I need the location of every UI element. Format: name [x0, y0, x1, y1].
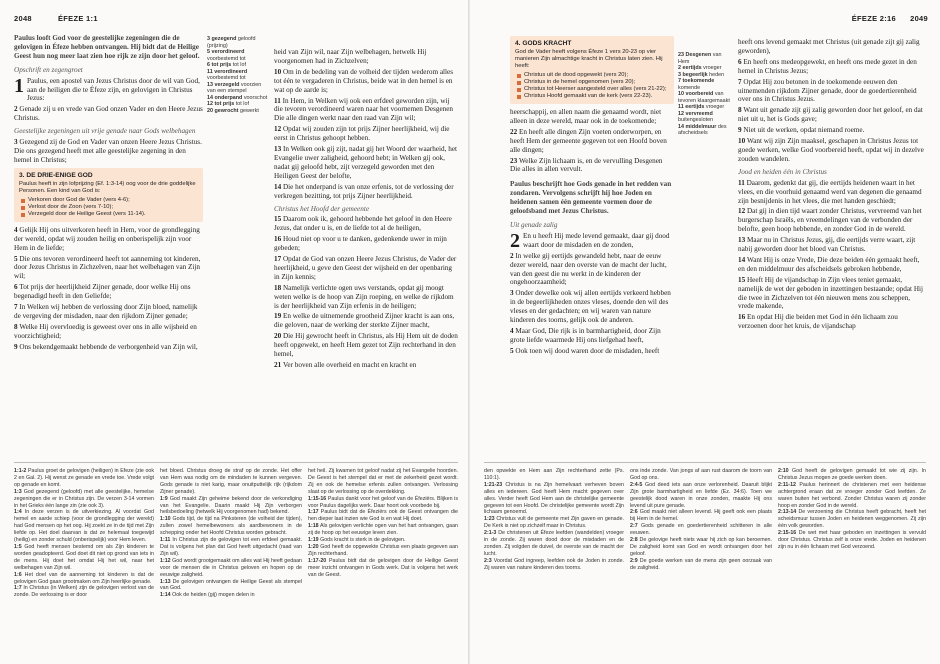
verse-14: 14 Die het onderpand is van onze erfenis, tot de verlossing der verkregen bezitting, tot prijs Zijner heerlijkheid.: [274, 182, 454, 200]
gloss-entry: 6 tot prijs tot lof: [207, 62, 246, 68]
info-box-text: Paulus heeft in zijn lofprijzing (Ef. 1:3-14) oog voor de drie goddelijke Personen. Een kind van God is:: [19, 180, 196, 194]
info-box-item: Verzegeld door de Heilige Geest (vers 11-14).: [28, 211, 198, 218]
verse-3: 3 Gezegend zij de God en Vader van onzen Heere Jezus Christus. Die ons gezegend heeft met alle geestelijke zegening in den hemel in Christus;: [14, 138, 202, 164]
verse-7: 7 In Welken wij hebben de verlossing door Zijn bloed, namelijk de vergeving der misdaden, naar den rijkdom Zijner genade;: [14, 303, 198, 320]
gloss-entry: 23 Desgenen van Hem: [678, 52, 722, 65]
study-note: 1:11 In Christus zijn de gelovigen tot een erfdeel gemaakt. Dat is volgens het plan dat God heeft uitgedacht (raad van Zijn wil).: [160, 537, 302, 557]
info-box-item: Christus uit de dood opgewekt (vers 20);: [524, 72, 669, 79]
page-number: 2048: [14, 14, 32, 23]
info-box-gods-power: [510, 36, 674, 104]
study-note: 2:7 Gods genade en goedertierenheid schitteren in alle eeuwen.: [630, 523, 772, 537]
info-box-text: God de Vader heeft volgens Éfeze 1 vers 20-23 op vier manieren Zijn almachtige kracht in Christus laten zien. Hij heeft:: [515, 49, 663, 69]
study-note: 1:23 Christus vult de gemeente met Zijn gaven en genade. De Kerk is niet op zichzelf maar in Christus.: [484, 516, 624, 530]
study-note: 1:17 Paulus bidt dat de Éfeziërs ook de Geest ontvangen die hen dieper laat inzien wie God is en wat Hij doet.: [308, 509, 458, 523]
right-page: [470, 0, 940, 664]
gloss-entry: 11 eertijds vroeger: [678, 104, 725, 110]
gloss-entry: 14 middelmuur des afscheidsels: [678, 123, 727, 136]
verse-5: 5 Die ons tevoren verordineerd heeft tot aanneming tot kinderen, door Jezus Christus in Zichzelven, naar het welbehagen van Zijn wil;: [14, 254, 201, 281]
book-header: ÉFEZE 1:1: [58, 14, 98, 23]
verse-13: 13 Maar nu in Christus Jezus, gij, die eertijds verre waart, zijt nabij geworden door het bloed van Christus.: [738, 236, 916, 254]
verse-10: 10 Want wij zijn Zijn maaksel, geschapen in Christus Jezus tot goede werken, welke God voorbereid heeft, opdat wij in dezelve zouden wandelen.: [738, 137, 924, 163]
verse-2: 2 Genade zij u en vrede van God onzen Vader en den Heere Jezus Christus.: [14, 105, 203, 123]
study-note: 1:5 God heeft mensen bestemd om als Zijn kinderen te worden geadopteerd. God doet dit niet op grond van iets in de mens. Hij doet het omdat Hij het wil, naar het welbehagen van Zijn wil.: [14, 543, 154, 571]
verse-15: 15 Heeft Hij de vijandschap in Zijn vlees teniet gemaakt, namelijk de wet der geboden in inzettingen bestaande; opdat Hij die twee in Zichzelven tot één nieuwen mens zou scheppen, vrede makende,: [738, 275, 924, 311]
study-note: 1:10 Gods tijd, de tijd na Pinksteren (de volheid der tijden), zullen zowel hemelbewoners als aardbewoners in de schepping onder het Hoofd Christus worden gebracht.: [160, 516, 302, 537]
study-note: 1:18 Als gelovigen verlichte ogen van het hart ontvangen, gaan zij de hoop op het eeuwige leven zien.: [308, 523, 458, 537]
info-box-item: Christus Hoofd gemaakt van de kerk (vers 22-23).: [524, 93, 669, 100]
verse-12: 12 Dat gij in dien tijd waart zonder Christus, vervreemd van het burgerschap Israëls, en vreemdelingen van de verbonden der belofte, geen hoop hebbende, en zonder God in de wereld.: [738, 207, 922, 234]
study-notes-column-2: [630, 468, 772, 658]
verse-12: 12 Opdat wij zouden zijn tot prijs Zijner heerlijkheid, wij die eerst in Christus gehoopt hebben.: [274, 125, 450, 143]
verse-11: 11 Daarom, gedenkt dat gij, die eertijds heidenen waart in het vlees, en die voorhuid genaamd werd van degenen die genaamd zijn besnijdenis in het vlees, die met handen geschiedt;: [738, 178, 922, 205]
verse-19: 19 En welke de uitnemende grootheid Zijner kracht is aan ons, die geloven, naar de werking der sterkte Zijner macht,: [274, 312, 455, 330]
book-header: ÉFEZE 2:16: [851, 14, 896, 23]
study-note: 1:6 Het doel van de aanneming tot kinderen is dat de gelovigen God gaan grootmaken om Zijn heerlijke genade.: [14, 571, 154, 585]
info-box-list: [515, 72, 669, 100]
verse-20: 20 Die Hij gewrocht heeft in Christus, als Hij Hem uit de doden heeft opgewekt, en heeft Hem gezet tot Zijn rechterhand in den hemel,: [274, 332, 458, 359]
verse-23: 23 Welke Zijn lichaam is, en de vervulling Desgenen Die alles in allen vervult.: [510, 156, 663, 174]
info-box-title: 3. DE DRIE-ENIGE GOD: [19, 171, 93, 179]
gloss-entry: 5 verordineerd voorbestemd tot: [207, 49, 246, 62]
info-box-title: 4. GODS KRACHT: [515, 40, 572, 47]
verse-11: 11 In Hem, in Welken wij ook een erfdeel geworden zijn, wij die tevoren verordineerd waren naar het voornemen Desgenen Die alle dingen werkt naar den raad van Zijn wil;: [274, 96, 454, 123]
verse-1: 1 Paulus, een apostel van Jezus Christus door de wil van God, aan de heiligen die te Éfeze zijn, en gelovigen in Christus Jezus:: [14, 74, 200, 103]
study-note: 1:12 God wordt grootgemaakt om alles wat Hij heeft gedaan voor de mensen die in Christus geloven en hopen op de eeuwige zaligheid.: [160, 557, 302, 578]
verse-6: 6 En heeft ons medeopgewekt, en heeft ons mede gezet in den hemel in Christus Jezus;: [738, 57, 917, 75]
verse-22: 22 En heeft alle dingen Zijn voeten onderworpen, en heeft Hem der gemeente gegeven tot een Hoofd boven alle dingen;: [510, 127, 667, 154]
study-note: 2:10 God heeft de gelovigen gemaakt tot wie zij zijn. In Christus Jezus mogen ze goede werken doen.: [778, 468, 926, 481]
verse-9: 9 Niet uit de werken, opdat niemand roeme.: [738, 126, 865, 135]
gloss-entry: 14 onderpand voorschot: [207, 94, 268, 101]
glossary-column: [207, 36, 269, 114]
study-notes-column-3: [778, 468, 926, 658]
text-column-2: [274, 48, 458, 476]
section-heading: Jood en heiden één in Christus: [738, 167, 827, 176]
verse-14: 14 Want Hij is onze Vrede, Die deze beiden één gemaakt heeft, en den middelmuur des afscheidsels gebroken hebbende,: [738, 255, 920, 273]
verse-1: 2 En u heeft Hij mede levend gemaakt, daar gij dood waart door de misdaden en de zonden,: [510, 229, 670, 252]
study-note: 2:1-3 De christenen uit Éfeze leefden (wandelden) vroeger in de zonde. Zij waren dood door de misdaden en de zonden. Zij volgden de duivel, de overste van de macht der lucht.: [484, 530, 624, 557]
study-note: 1:14 Ook de heiden (gij) mogen delen in: [160, 592, 255, 599]
text-column-1: [510, 36, 674, 464]
divider: [484, 462, 926, 463]
study-note: 2:6 God maakt niet alleen levend. Hij geeft ook een plaats bij Hem in de hemel.: [630, 509, 772, 523]
chapter-intro: Paulus looft God voor de geestelijke zegeningen die de gelovigen in Éfeze hebben ontvangen. Hij bidt dat de Heilige Geest hun nog meer laat zien hoe rijk ze zijn door het geloof.: [14, 34, 200, 60]
info-box-trinity: [14, 168, 203, 222]
study-note: 1:17-20 Paulus bidt dat de gelovigen door de Heilige Geest meer inzicht ontvangen in Gods werk. Dat is volgens het werk van de Geest.: [308, 557, 458, 578]
section-heading: Opschrift en zegengroet: [14, 65, 83, 74]
verse-7: 7 Opdat Hij zou betonen in de toekomende eeuwen den uitnemenden rijkdom Zijner genade, door de goedertierenheid over ons in Christus Jezus.: [738, 77, 917, 104]
gloss-entry: 12 tot prijs tot lof: [207, 101, 249, 107]
verse-13: 13 In Welken ook gij zijt, nadat gij het Woord der waarheid, het Evangelie uwer zaligheid, gehoord hebt; in Welken gij ook, nadat gij geloofd hebt, zijt verzegeld geworden met den Heiligen Geest der belofte,: [274, 145, 458, 180]
study-notes-column-1: [14, 468, 154, 658]
study-notes-column-3: [308, 468, 458, 658]
info-box-item: Verlost door de Zoon (vers 7-10);: [28, 204, 198, 211]
study-note: den opwekte en Hem aan Zijn rechterhand zette (Ps. 110:1).: [484, 468, 624, 481]
study-notes-column-1: [484, 468, 624, 658]
gloss-entry: 12 vervreemd buitengesloten: [678, 110, 714, 123]
study-note: 2:15-16 De wet met haar geboden en inzettingen is vervuld door Christus. Christus zelf is onze vrede. Joden en heidenen zijn nu in één lichaam met God verzoend.: [778, 530, 926, 550]
verse-16: 16 Houd niet op voor u te danken, gedenkende uwer in mijn gebeden;: [274, 235, 447, 253]
study-note: 2:3 Voordat God ingreep, leefden ook de Joden in zonde. Zij waren van nature kinderen des toorns.: [484, 557, 624, 571]
study-note: ons inde zonde. Van jongs af aan rust daarom de toorn van God op ons.: [630, 468, 772, 481]
page-number: 2049: [910, 14, 928, 23]
study-notes-column-2: [160, 468, 302, 658]
study-note: het bloed. Christus droeg de straf op de zonde. Het offer van Hem was nodig om de mindaden te kunnen vergeven. Gods genade is niet karig, maar onuitputtelijk rijk (rijkdom Zijner genade).: [160, 468, 302, 495]
chapter-number: 1: [14, 74, 24, 97]
study-note: 1:4 In deze verzen is de uitverkiezing. Al voordat God hemel en aarde schiep (voor de grondlegging der wereld) had God mensen op het oog. Hij zoekt ze in de tijd met Zijn liefde op. Het doel daarvan is dat ze helemaal toegewijd (heilig) en zonder schuld (onberispelijk) voor Hem leven.: [14, 509, 154, 544]
gloss-entry: 7 toekomende komende: [678, 78, 715, 91]
gloss-entry: 3 begeerlijk heden: [678, 71, 725, 78]
verse-6: 6 Tot prijs der heerlijkheid Zijner genade, door welke Hij ons begenadigd heeft in den Geliefde;: [14, 283, 191, 301]
study-note: het heil. Zij kwamen tot geloof nadat zij het Evangelie hoorden. De Geest is het stempel dat er met de zekerheid gezet wordt. Zij en ook de hemelse erfenis zullen ontvangen. Verlossing slaat op de verlossing op de overdekking.: [308, 468, 458, 495]
verse-9-cont: heid van Zijn wil, naar Zijn welbehagen, hetwelk Hij voorgenomen had in Zichzelven;: [274, 48, 427, 65]
verse-3: 3 Onder dewelke ook wij allen eertijds verkeerd hebben in de begeerlijkheden onzes vleses, doende den wil des vleses en der gedachten; en wij waren van nature kinderen des toorns, gelijk ook de anderen.: [510, 289, 671, 325]
study-note: 1:15-16 Paulus dankt voor het geloof van de Éfeziërs. Blijken is voor Paulus dagelijks werk. Daar hoort ook voorbede bij.: [308, 495, 458, 509]
study-note: 2:13-14 De verzoening die Christus heeft gebracht, heeft het scheidsmuur tussen Joden en heidenen weggenomen. Zij zijn één volk geworden.: [778, 509, 926, 530]
verse-4: 4 Maar God, Die rijk is in barmhartigheid, door Zijn grote liefde waarmede Hij ons liefgehad heeft,: [510, 326, 661, 344]
gloss-entry: 3 gezegend geloofd (prijzing): [207, 36, 256, 49]
verse-15: 15 Daarom ook ik, gehoord hebbende het geloof in den Heere Jezus, dat onder u is, en de liefde tot al de heiligen,: [274, 215, 452, 233]
study-note: 1:9 God maakt Zijn geheime bekend door de verkondiging van het Evangelie. Daarin maakt Hij Zijn verborgen heilsbedoeling (hetwelk Hij voorgenomen had) bekend.: [160, 495, 302, 516]
study-note: 1:21-23 Christus is na Zijn hemelvaart verheven boven alles en iedereen. God heeft Hem macht gegeven over alles. Verder heeft God Hem aan de christelijke gemeente gegeven tot een Hoofd. De christelijke gemeente wordt Zijn lichaam genoemd.: [484, 481, 624, 516]
divider: [14, 462, 458, 463]
info-box-item: Christus tot Heerser aangesteld over alles (vers 21-22);: [524, 86, 669, 93]
gloss-entry: 20 gewrocht gewerkt: [207, 107, 259, 114]
verse-18: 18 Namelijk verlichte ogen uws verstands, opdat gij moogt weten welke is de hoop van Zijn roeping, en welke de rijkdom is der heerlijkheid van Zijn erfenis in de heiligen;: [274, 283, 454, 310]
verse-8: 8 Welke Hij overvloedig is geweest over ons in alle wijsheid en voorzichtigheid;: [14, 322, 197, 340]
study-note: 2:11-12 Paulus herinnert de christenen met een heidense achtergrond eraan dat ze vroeger zonder God leefden. Ze waren buiten het verbond. Zonder Christus waren zij zonder hoop en zonder God in de wereld.: [778, 481, 926, 509]
verse-17: 17 Opdat de God van onzen Heere Jezus Christus, de Vader der heerlijkheid, u geve den Geest der wijsheid en der openbaring in Zijn kennis;: [274, 255, 457, 281]
text-column-2: [738, 38, 924, 466]
study-note: 2:4-5 God deed iets aan onze verlorenheid. Daaruit blijkt Zijn grote barmhartigheid en liefde (Ez. 34:6). Toen we geestelijk dood waren in onze zonden, maakte Hij ons levend uit pure genade.: [630, 481, 772, 509]
study-note: 1:7 In Christus (in Welken) zijn de gelovigen verlost van de zonde. De verlossing is er door: [14, 585, 154, 599]
glossary-column: [678, 52, 734, 137]
gloss-entry: 13 verzegeld voorzien van een stempel: [207, 81, 262, 94]
gloss-entry: 10 voorbereid van tevoren klaargemaakt: [678, 91, 730, 104]
verse-21-cont: heerschappij, en allen naam die genaamd wordt, niet alleen in deze wereld, maar ook in de toekomende;: [510, 108, 662, 125]
verse-9: 9 Ons bekendgemaakt hebbende de verborgenheid van Zijn wil,: [14, 342, 198, 351]
study-note: 1:19 Gods kracht is sterk in de gelovigen.: [308, 537, 406, 544]
info-box-item: Verkoren door God de Vader (vers 4-6);: [28, 197, 198, 204]
study-note: 1:13 De gelovigen ontvangen de Heilige Geest als stempel van God.: [160, 578, 302, 592]
chapter-intro: Paulus beschrijft hoe Gods genade in het redden van zondaren. Vervolgens schrijft hij hoe Joden en heidenen samen één gemeente vormen door de geloofsband met Jezus Christus.: [510, 180, 672, 216]
verse-8: 8 Want uit genade zijt gij zalig geworden door het geloof, en dat niet uit u, het is Gods gave;: [738, 106, 923, 124]
verse-5: 5 Ook toen wij dood waren door de misdaden, heeft: [510, 346, 660, 355]
verse-21: 21 Ver boven alle overheid en macht en kracht en: [274, 361, 417, 369]
gloss-entry: 2 eertijds vroeger: [678, 65, 722, 71]
study-note: 1:3 God gezegend (geloofd) met alle geestelijke, hemelse zegeningen die er in Christus zijn. De verzen 3-14 vormen in het Grieks één lange zin (zie ook 3).: [14, 488, 154, 509]
section-heading: Christus het Hoofd der gemeente: [274, 204, 370, 213]
verse-16: 16 En opdat Hij die beiden met God in één lichaam zou verzoenen door het kruis, de vijandschap: [738, 313, 898, 331]
section-heading: Geestelijke zegeningen uit vrije genade naar Gods welbehagen: [14, 127, 196, 136]
study-note: 1:20 God heeft de opgewekte Christus een plaats gegeven aan Zijn rechterhand.: [308, 543, 458, 557]
section-heading: Uit genade zalig: [510, 220, 558, 229]
info-box-list: [19, 197, 198, 218]
info-box-item: Christus in de hemel opgenomen (vers 20);: [524, 79, 669, 86]
verse-10: 10 Om in de bedeling van de volheid der tijden wederom alles tot één te vergaderen in Christus, beide wat in den hemel is en wat op de aarde is;: [274, 67, 454, 94]
study-note: 2:8 De gelovige heeft niets waar hij zich op kan beroemen. De zaligheid komt van God en wordt ontvangen door het geloof.: [630, 537, 772, 557]
study-note: 2:9 De goede werken van de mens zijn geen oorzaak van de zaligheid.: [630, 557, 772, 571]
gloss-entry: 11 verordineerd voorbestemd tot: [207, 68, 248, 81]
verse-5-cont: heeft ons levend gemaakt met Christus (uit genade zijt gij zalig geworden),: [738, 38, 920, 55]
verse-2: 2 In welke gij eertijds gewandeld hebt, naar de eeuw dezer wereld, naar den overste van de macht der lucht, van den geest die nu werkt in de kinderen der ongehoorzaamheid;: [510, 251, 667, 287]
verse-4: 4 Gelijk Hij ons uitverkoren heeft in Hem, voor de grondlegging der wereld, opdat wij zouden heilig en onberispelijk zijn voor Hem in de liefde;: [14, 225, 200, 252]
study-note: 1:1-2 Paulus groet de gelovigen (heiligen) in Éfeze (zie ook 2 en Gal. 2). Hij wenst ze genade en vrede toe. Vrede volgt op genade en komt.: [14, 468, 154, 488]
chapter-number: 2: [510, 229, 520, 252]
text-column-1: [14, 34, 203, 462]
